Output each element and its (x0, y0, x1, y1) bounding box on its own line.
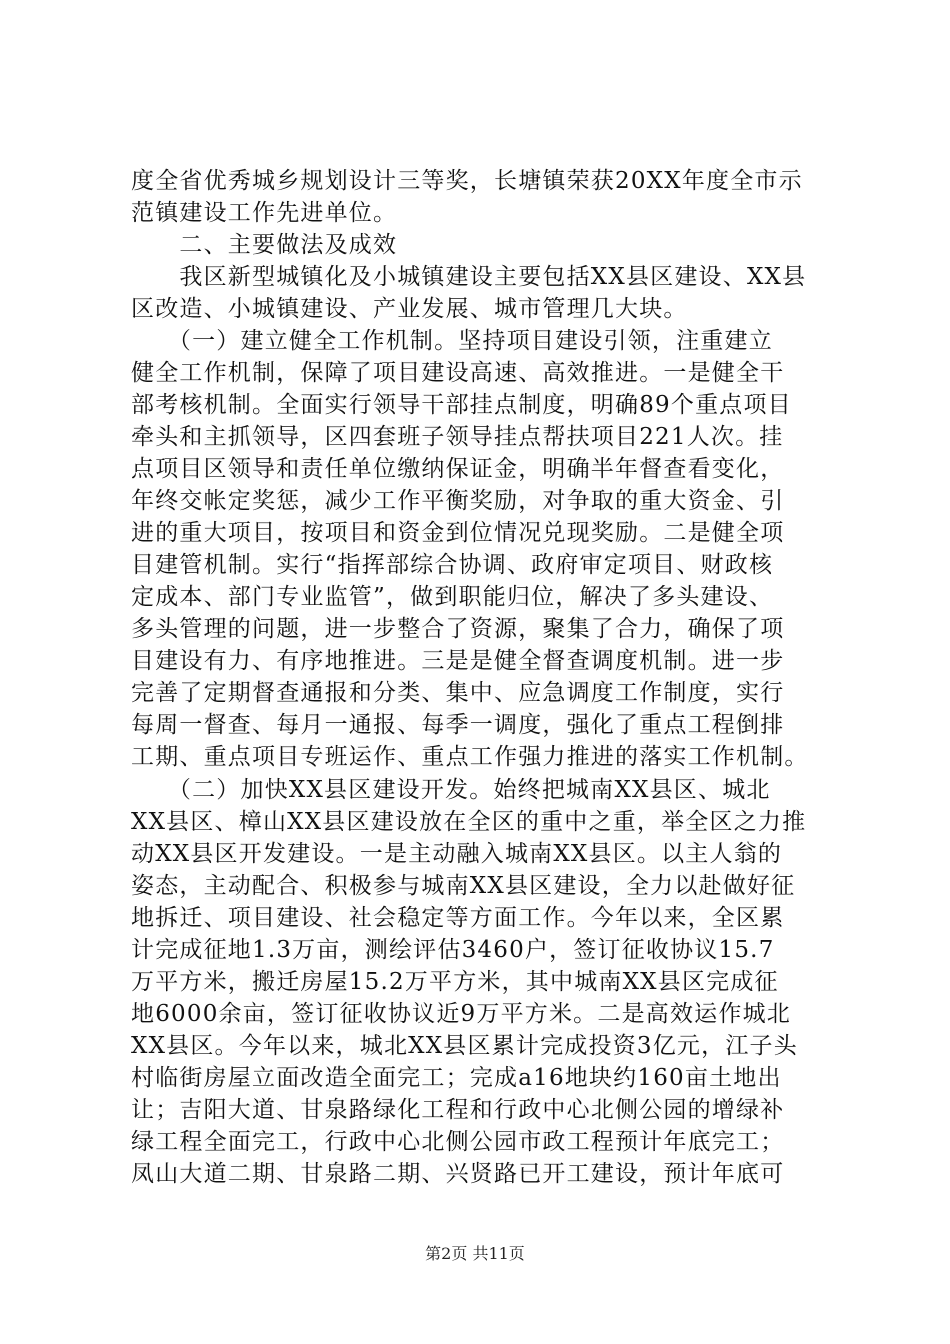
text-line: 让；吉阳大道、甘泉路绿化工程和行政中心北侧公园的增绿补 (131, 1097, 785, 1123)
text-line: 部考核机制。全面实行领导干部挂点制度，明确89个重点项目 (131, 392, 792, 418)
text-line: 村临街房屋立面改造全面完工；完成a16地块约160亩土地出 (131, 1065, 782, 1091)
text-line: XX县区。今年以来，城北XX县区累计完成投资3亿元，江子头 (131, 1033, 798, 1059)
text-line: 工期、重点项目专班运作、重点工作强力推进的落实工作机制。 (131, 744, 809, 770)
body-text-section-2 (131, 774, 831, 1190)
text-line: 万平方米，搬迁房屋15.2万平方米，其中城南XX县区完成征 (131, 969, 779, 995)
text-line: 点项目区领导和责任单位缴纳保证金，明确半年督查看变化， (131, 456, 785, 482)
page-number-footer: 第2页 共11页 (425, 1244, 525, 1263)
text-line: 目建管机制。实行“指挥部综合协调、政府审定项目、财政核 (131, 552, 774, 578)
text-line: 多头管理的问题，进一步整合了资源，聚集了合力，确保了项 (131, 616, 785, 642)
text-line: 绿工程全面完工，行政中心北侧公园市政工程预计年底完工； (131, 1129, 785, 1155)
text-line: 区改造、小城镇建设、产业发展、城市管理几大块。 (131, 296, 688, 322)
body-text-section-1 (131, 165, 831, 773)
section-heading: 二、主要做法及成效 (131, 232, 398, 258)
text-line: 我区新型城镇化及小城镇建设主要包括XX县区建设、XX县 (131, 264, 807, 290)
text-line: 度全省优秀城乡规划设计三等奖，长塘镇荣获20XX年度全市示 (131, 168, 803, 194)
text-line: 进的重大项目，按项目和资金到位情况兑现奖励。二是健全项 (131, 520, 785, 546)
text-line: XX县区、樟山XX县区建设放在全区的重中之重，举全区之力推 (131, 809, 807, 835)
text-line: 地拆迁、项目建设、社会稳定等方面工作。今年以来，全区累 (131, 905, 785, 931)
text-line: 范镇建设工作先进单位。 (131, 200, 398, 226)
text-line: 定成本、部门专业监管”，做到职能归位，解决了多头建设、 (131, 584, 774, 610)
text-line: 地6000余亩，签订征收协议近9万平方米。二是高效运作城北 (131, 1001, 791, 1027)
text-line: 姿态，主动配合、积极参与城南XX县区建设，全力以赴做好征 (131, 873, 796, 899)
text-line: 完善了定期督查通报和分类、集中、应急调度工作制度，实行 (131, 680, 785, 706)
text-line: 健全工作机制，保障了项目建设高速、高效推进。一是健全干 (131, 360, 785, 386)
text-line: 动XX县区开发建设。一是主动融入城南XX县区。以主人翁的 (131, 841, 783, 867)
text-line: （一）建立健全工作机制。坚持项目建设引领，注重建立 (131, 328, 773, 354)
text-line: （二）加快XX县区建设开发。始终把城南XX县区、城北 (131, 777, 771, 803)
text-line: 计完成征地1.3万亩，测绘评估3460户，签订征收协议15.7 (131, 937, 775, 963)
text-line: 凤山大道二期、甘泉路二期、兴贤路已开工建设，预计年底可 (131, 1161, 785, 1187)
text-line: 目建设有力、有序地推进。三是是健全督查调度机制。进一步 (131, 648, 785, 674)
text-line: 每周一督查、每月一通报、每季一调度，强化了重点工程倒排 (131, 712, 785, 738)
text-line: 牵头和主抓领导，区四套班子领导挂点帮扶项目221人次。挂 (131, 424, 784, 450)
text-line: 年终交帐定奖惩，减少工作平衡奖励，对争取的重大资金、引 (131, 488, 785, 514)
